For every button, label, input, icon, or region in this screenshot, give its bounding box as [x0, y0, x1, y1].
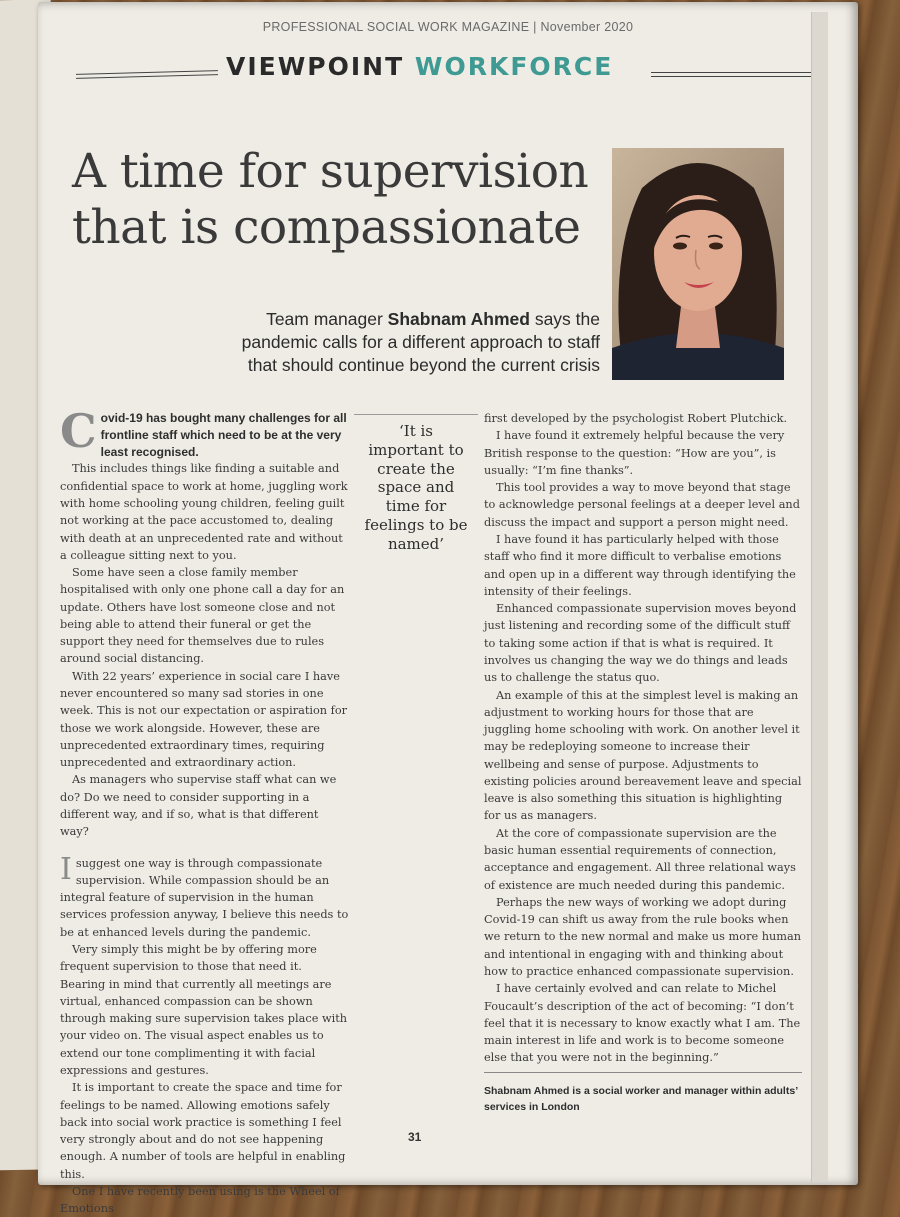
section-label-viewpoint: VIEWPOINT: [226, 52, 405, 81]
body-paragraph: This tool provides a way to move beyond that stage to acknowledge personal feelings at a deeper level and discuss the impact and support a person might need.: [484, 481, 800, 529]
body-paragraph: Perhaps the new ways of working we adopt during Covid-19 can shift us away from the rule books when we return to the new normal and make us more human and intentional in engaging with and thinking about how to practice enhanced compassionate supervision.: [484, 895, 802, 978]
body-paragraph: I have found it extremely helpful because the very British response to the question: “How are you”, is usually: “I’m fine thanks”.: [484, 429, 785, 477]
body-paragraph: With 22 years’ experience in social care I have never encountered so many sad stories in one week. This is not our expectation or aspiration for those we work alongside. However, these are unprecedented extraordinary times, requiring unprecedented and extraordinary action.: [60, 669, 348, 770]
body-paragraph-dropcap: [60, 851, 350, 941]
headline-line-1: A time for supervision: [72, 144, 589, 199]
standfirst: [210, 308, 600, 376]
body-paragraph: I have found it has particularly helped with those staff who find it more difficult to verbalise emotions and open up in a different way through identifying the intensity of their feelings.: [484, 532, 796, 598]
body-text: suggest one way is through compassionate supervision. While compassion should be an integral feature of supervision in the human services profession anyway, I believe this needs to be at enhanced levels during the pandemic.: [60, 856, 349, 939]
drop-cap: C: [60, 404, 97, 458]
pull-quote: ‘It is important to create the space and time for feelings to be named’: [364, 422, 468, 553]
pull-quote-rule: [354, 414, 478, 415]
body-paragraph: At the core of compassionate supervision are the basic human essential requirements of connection, acceptance and engagement. All three relational ways of existence are much needed during this pandemic.: [484, 826, 796, 892]
author-name: Shabnam Ahmed: [387, 309, 530, 329]
section-rule-right: [651, 72, 811, 77]
section-label: [226, 52, 613, 81]
body-paragraph: This includes things like finding a suitable and confidential space to work at home, juggling work with home schooling young children, feeling guilt not working at the pace accustomed to, dealing with death at an unprecedented rate and without a colleague sitting next to you.: [60, 462, 348, 562]
magazine-page: [38, 2, 858, 1216]
section-header: [76, 50, 816, 86]
author-bio: Shabnam Ahmed is a social worker and manager within adults’ services in London: [484, 1085, 798, 1113]
article-column-1: [60, 404, 350, 1217]
headline-line-2: that is compassionate: [72, 200, 581, 256]
bio-rule: [484, 1072, 802, 1073]
standfirst-post: says the pandemic calls for a different approach to staff that should continue beyond the current crisis: [241, 309, 600, 375]
author-portrait-image: [612, 148, 784, 380]
standfirst-pre: Team manager: [266, 309, 388, 329]
body-paragraph: As managers who supervise staff what can we do? Do we need to consider supporting in a different way, and if so, what is that different way?: [60, 773, 337, 839]
lead-paragraph: [60, 404, 350, 460]
section-rule-left: [76, 70, 218, 79]
page-edge: [811, 12, 828, 1182]
body-paragraph: It is important to create the space and time for feelings to be named. Allowing emotions safely back into social work practice is something I feel very strongly about and do not see happening enough. A number of tools are helpful in enabling this.: [60, 1081, 346, 1181]
lead-text: ovid-19 has bought many challenges for all frontline staff which need to be at the very least recognised.: [100, 411, 347, 459]
author-photo: [612, 148, 784, 380]
body-paragraph: An example of this at the simplest level is making an adjustment to working hours for those that are juggling home schooling with work. On another level it may be redeploying someone to increase their wellbeing and sense of purpose. Adjustments to existing policies around bereavement leave and special leave is also something this situation is highlighting for us as managers.: [484, 688, 802, 823]
body-paragraph: Some have seen a close family member hospitalised with only one phone call a day for an update. Others have lost someone close and not being able to attend their funeral or get the support they need for themselves due to rules around social distancing.: [60, 566, 345, 666]
body-paragraph: Enhanced compassionate supervision moves beyond just listening and recording some of the difficult stuff to taking some action if that is what is required. It involves us changing the way we do things and leads us to challenge the status quo.: [484, 602, 797, 685]
body-paragraph: One I have recently been using is the Wheel of Emotions: [60, 1184, 340, 1216]
body-paragraph: Very simply this might be by offering more frequent supervision to those that need it. Bearing in mind that currently all meetings are virtual, enhanced compassion can be shown through making sure supervision takes place with your video on. The visual aspect enables us to extend our tone complimenting it with facial expressions and gestures.: [60, 942, 348, 1077]
body-paragraph: I have certainly evolved and can relate to Michel Foucault’s description of the act of becoming: “I don’t feel that it is necessary to know exactly what I am. The main interest in life and work is to become someone else that you were not in the beginning.”: [484, 982, 801, 1065]
page-number: 31: [408, 1130, 422, 1144]
section-label-workforce: WORKFORCE: [414, 52, 614, 81]
running-head: PROFESSIONAL SOCIAL WORK MAGAZINE | November 2020: [262, 20, 634, 34]
article-column-2: [484, 410, 802, 1067]
body-paragraph: first developed by the psychologist Robert Plutchick.: [484, 412, 788, 425]
drop-cap-2: I: [60, 851, 72, 887]
article-headline: [72, 144, 612, 257]
